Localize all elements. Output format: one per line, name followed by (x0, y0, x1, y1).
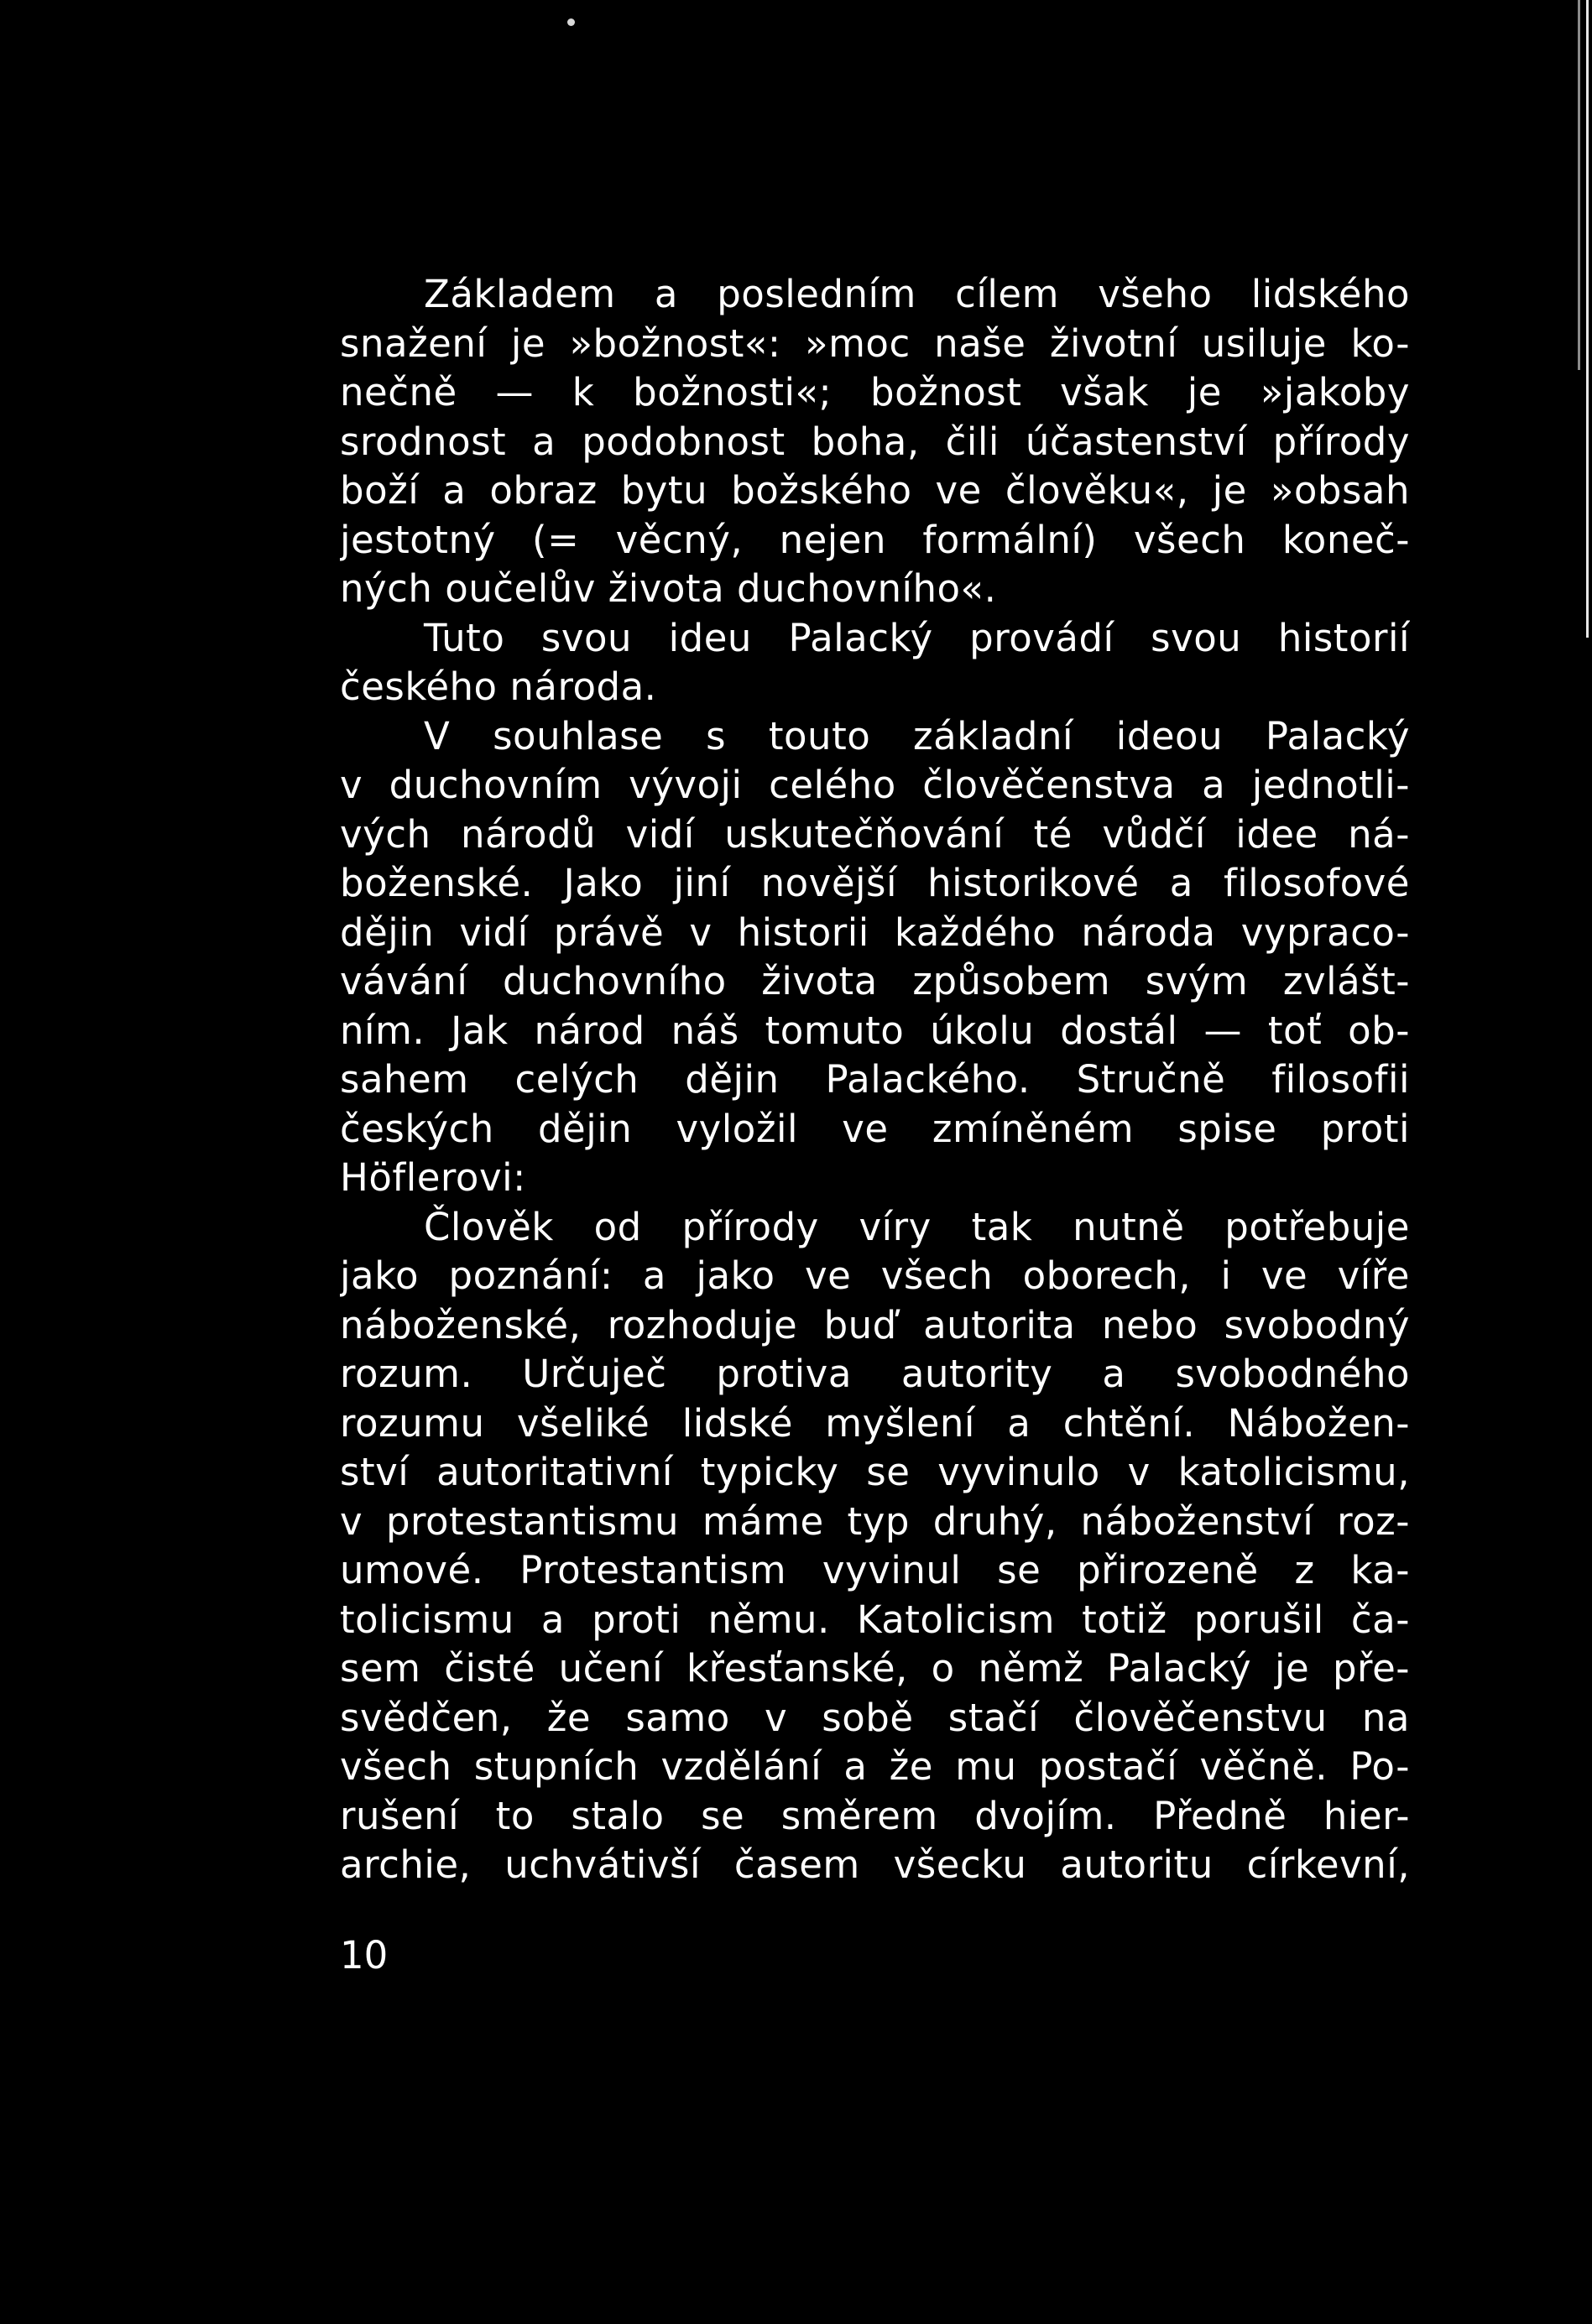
text-line: umové. Protestantism vyvinul se přirozeně z ka- (340, 1548, 1410, 1592)
text-line: svědčen, že samo v sobě stačí člověčenstvu na (340, 1695, 1410, 1740)
scan-artifact-dot (567, 18, 575, 26)
text-line: českého národa. (340, 664, 657, 709)
text-line: Základem a posledním cílem všeho lidského (424, 272, 1410, 316)
text-line: rušení to stalo se směrem dvojím. Předně hier- (340, 1793, 1410, 1838)
text-line: boží a obraz bytu božského ve člověku«, je »obsah (340, 468, 1410, 513)
text-line: rozumu všeliké lidské myšlení a chtění. Nábožen- (340, 1400, 1410, 1446)
body-text (340, 270, 1410, 1890)
text-line: v duchovním vývoji celého člověčenstva a jednotli- (340, 763, 1410, 807)
text-line: archie, uchvátivší časem všecku autoritu církevní, (340, 1842, 1410, 1887)
page-number: 10 (340, 1933, 389, 1977)
text-line: jestotný (= věcný, nejen formální) všech koneč- (340, 517, 1410, 562)
text-line: boženské. Jako jiní novější historikové a filosofové (340, 861, 1410, 905)
text-line: rozum. Určuječ protiva autority a svobodného (340, 1352, 1410, 1396)
text-line: V souhlase s touto základní ideou Palacký (424, 713, 1410, 758)
scan-page-edge (1574, 0, 1592, 638)
text-line: Člověk od přírody víry tak nutně potřebuje (424, 1204, 1410, 1249)
text-line: sahem celých dějin Palackého. Stručně filosofii (340, 1057, 1410, 1102)
text-line: v protestantismu máme typ druhý, náboženství roz- (340, 1498, 1410, 1544)
text-line: vávání duchovního života způsobem svým zvlášt- (340, 959, 1410, 1003)
text-line: všech stupních vzdělání a že mu postačí věčně. Po- (340, 1744, 1410, 1789)
text-line: srodnost a podobnost boha, čili účastenství přírody (340, 419, 1410, 464)
text-line: náboženské, rozhoduje buď autorita nebo svobodný (340, 1302, 1410, 1347)
text-line: dějin vidí právě v historii každého národa vypraco- (340, 909, 1410, 955)
text-line: snažení je »božnost«: »moc naše životní usiluje ko- (340, 320, 1410, 366)
text-line: ných oučelův života duchovního«. (340, 566, 997, 611)
text-line: nečně — k božnosti«; božnost však je »jakoby (340, 370, 1410, 414)
text-line: tolicismu a proti němu. Katolicism totiž porušil ča- (340, 1597, 1410, 1642)
text-line: Höflerovi: (340, 1155, 526, 1200)
text-line: ství autoritativní typicky se vyvinulo v katolicismu, (340, 1450, 1410, 1494)
text-line: ním. Jak národ náš tomuto úkolu dostál — toť ob- (340, 1008, 1410, 1053)
text-line: sem čisté učení křesťanské, o němž Palacký je pře- (340, 1646, 1410, 1691)
text-line: vých národů vidí uskutečňování té vůdčí idee ná- (340, 811, 1410, 857)
text-line: jako poznání: a jako ve všech oborech, i ve víře (340, 1253, 1410, 1298)
text-line: Tuto svou ideu Palacký provádí svou historií (424, 615, 1410, 660)
text-line: českých dějin vyložil ve zmíněném spise proti (340, 1106, 1410, 1151)
